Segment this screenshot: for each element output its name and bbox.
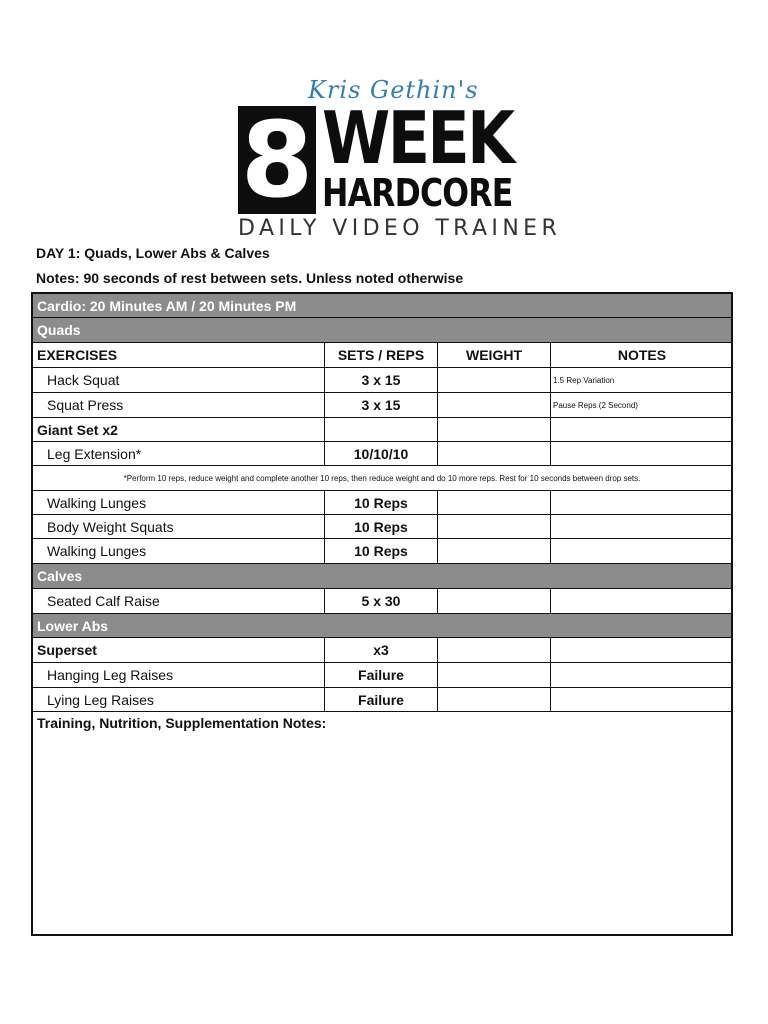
weight-cell[interactable] xyxy=(438,442,551,465)
sets-reps: 3 x 15 xyxy=(325,368,438,392)
section-calves-label: Calves xyxy=(37,568,83,584)
notes-cell xyxy=(551,638,731,662)
section-quads-label: Quads xyxy=(37,322,81,338)
sets-reps xyxy=(325,418,438,441)
section-lower-abs xyxy=(33,614,731,638)
exercise-name: Hanging Leg Raises xyxy=(33,663,325,687)
header-weight: WEIGHT xyxy=(438,343,551,367)
header-notes: NOTES xyxy=(617,347,667,363)
logo-hardcore: HARDCORE xyxy=(322,171,513,215)
rest-notes: Notes: 90 seconds of rest between sets. Unless noted otherwise xyxy=(36,270,464,286)
weight-cell[interactable] xyxy=(438,638,551,662)
exercise-name: Squat Press xyxy=(33,393,325,417)
exercise-name: Lying Leg Raises xyxy=(33,688,325,711)
logo-week: WEEK xyxy=(322,96,513,180)
notes-cell: Pause Reps (2 Second) xyxy=(553,400,638,410)
logo-subtitle: DAILY VIDEO TRAINER xyxy=(238,216,562,241)
exercise-name: Leg Extension* xyxy=(33,442,325,465)
day-label: DAY 1: xyxy=(36,245,81,261)
weight-cell[interactable] xyxy=(438,368,551,392)
exercise-name: Body Weight Squats xyxy=(33,515,325,538)
weight-cell[interactable] xyxy=(438,663,551,687)
weight-cell[interactable] xyxy=(438,418,551,441)
sets-reps: 10 Reps xyxy=(325,515,438,538)
header-sets-reps: SETS / REPS xyxy=(325,343,438,367)
table-row xyxy=(33,688,731,712)
notes-cell xyxy=(551,589,731,613)
notes-cell xyxy=(551,663,731,687)
section-lower-abs-label: Lower Abs xyxy=(37,617,109,634)
table-row xyxy=(33,589,731,614)
logo-eight: 8 xyxy=(238,106,316,214)
notes-cell xyxy=(551,442,731,465)
notes-cell: 1.5 Rep Variation xyxy=(553,375,615,385)
sets-reps: 10 Reps xyxy=(325,539,438,563)
section-quads xyxy=(33,318,731,343)
table-row xyxy=(33,539,731,564)
sets-reps: 10 Reps xyxy=(325,491,438,514)
exercise-name: Walking Lunges xyxy=(33,539,325,563)
group-label: Superset xyxy=(33,638,325,662)
table-row xyxy=(33,663,731,688)
program-logo xyxy=(238,76,562,252)
weight-cell[interactable] xyxy=(438,589,551,613)
day-heading xyxy=(36,245,270,261)
weight-cell[interactable] xyxy=(438,515,551,538)
cardio-row xyxy=(33,294,731,318)
dropset-note-row xyxy=(33,466,731,491)
exercise-name: Hack Squat xyxy=(33,368,325,392)
notes-cell xyxy=(551,515,731,538)
cardio-label: Cardio: 20 Minutes AM / 20 Minutes PM xyxy=(37,297,297,314)
table-row xyxy=(33,393,731,418)
weight-cell[interactable] xyxy=(438,539,551,563)
table-row xyxy=(33,442,731,466)
day-title: Quads, Lower Abs & Calves xyxy=(84,245,270,261)
group-label: Giant Set x2 xyxy=(33,418,325,441)
training-notes-title: Training, Nutrition, Supplementation Notes: xyxy=(37,715,327,731)
signature-text: Kris Gethin's xyxy=(308,76,479,104)
sets-reps: Failure xyxy=(325,688,438,711)
sets-reps: 3 x 15 xyxy=(325,393,438,417)
notes-cell xyxy=(551,491,731,514)
section-calves xyxy=(33,564,731,589)
exercise-name: Seated Calf Raise xyxy=(33,589,325,613)
table-row xyxy=(33,418,731,442)
weight-cell[interactable] xyxy=(438,491,551,514)
workout-table xyxy=(31,292,733,936)
notes-cell xyxy=(551,539,731,563)
header-exercises: EXERCISES xyxy=(33,343,325,367)
sets-reps: Failure xyxy=(325,663,438,687)
notes-cell xyxy=(551,688,731,711)
table-header xyxy=(33,343,731,368)
weight-cell[interactable] xyxy=(438,688,551,711)
table-row xyxy=(33,491,731,515)
table-row xyxy=(33,368,731,393)
dropset-note: *Perform 10 reps, reduce weight and complete another 10 reps, then reduce weight and do 10 more reps. Rest for 10 seconds between drop sets. xyxy=(123,473,641,483)
notes-cell xyxy=(551,418,731,441)
table-row xyxy=(33,638,731,663)
sets-reps: 5 x 30 xyxy=(325,589,438,613)
sets-reps: x3 xyxy=(325,638,438,662)
exercise-name: Walking Lunges xyxy=(33,491,325,514)
sets-reps: 10/10/10 xyxy=(325,442,438,465)
weight-cell[interactable] xyxy=(438,393,551,417)
table-row xyxy=(33,515,731,539)
